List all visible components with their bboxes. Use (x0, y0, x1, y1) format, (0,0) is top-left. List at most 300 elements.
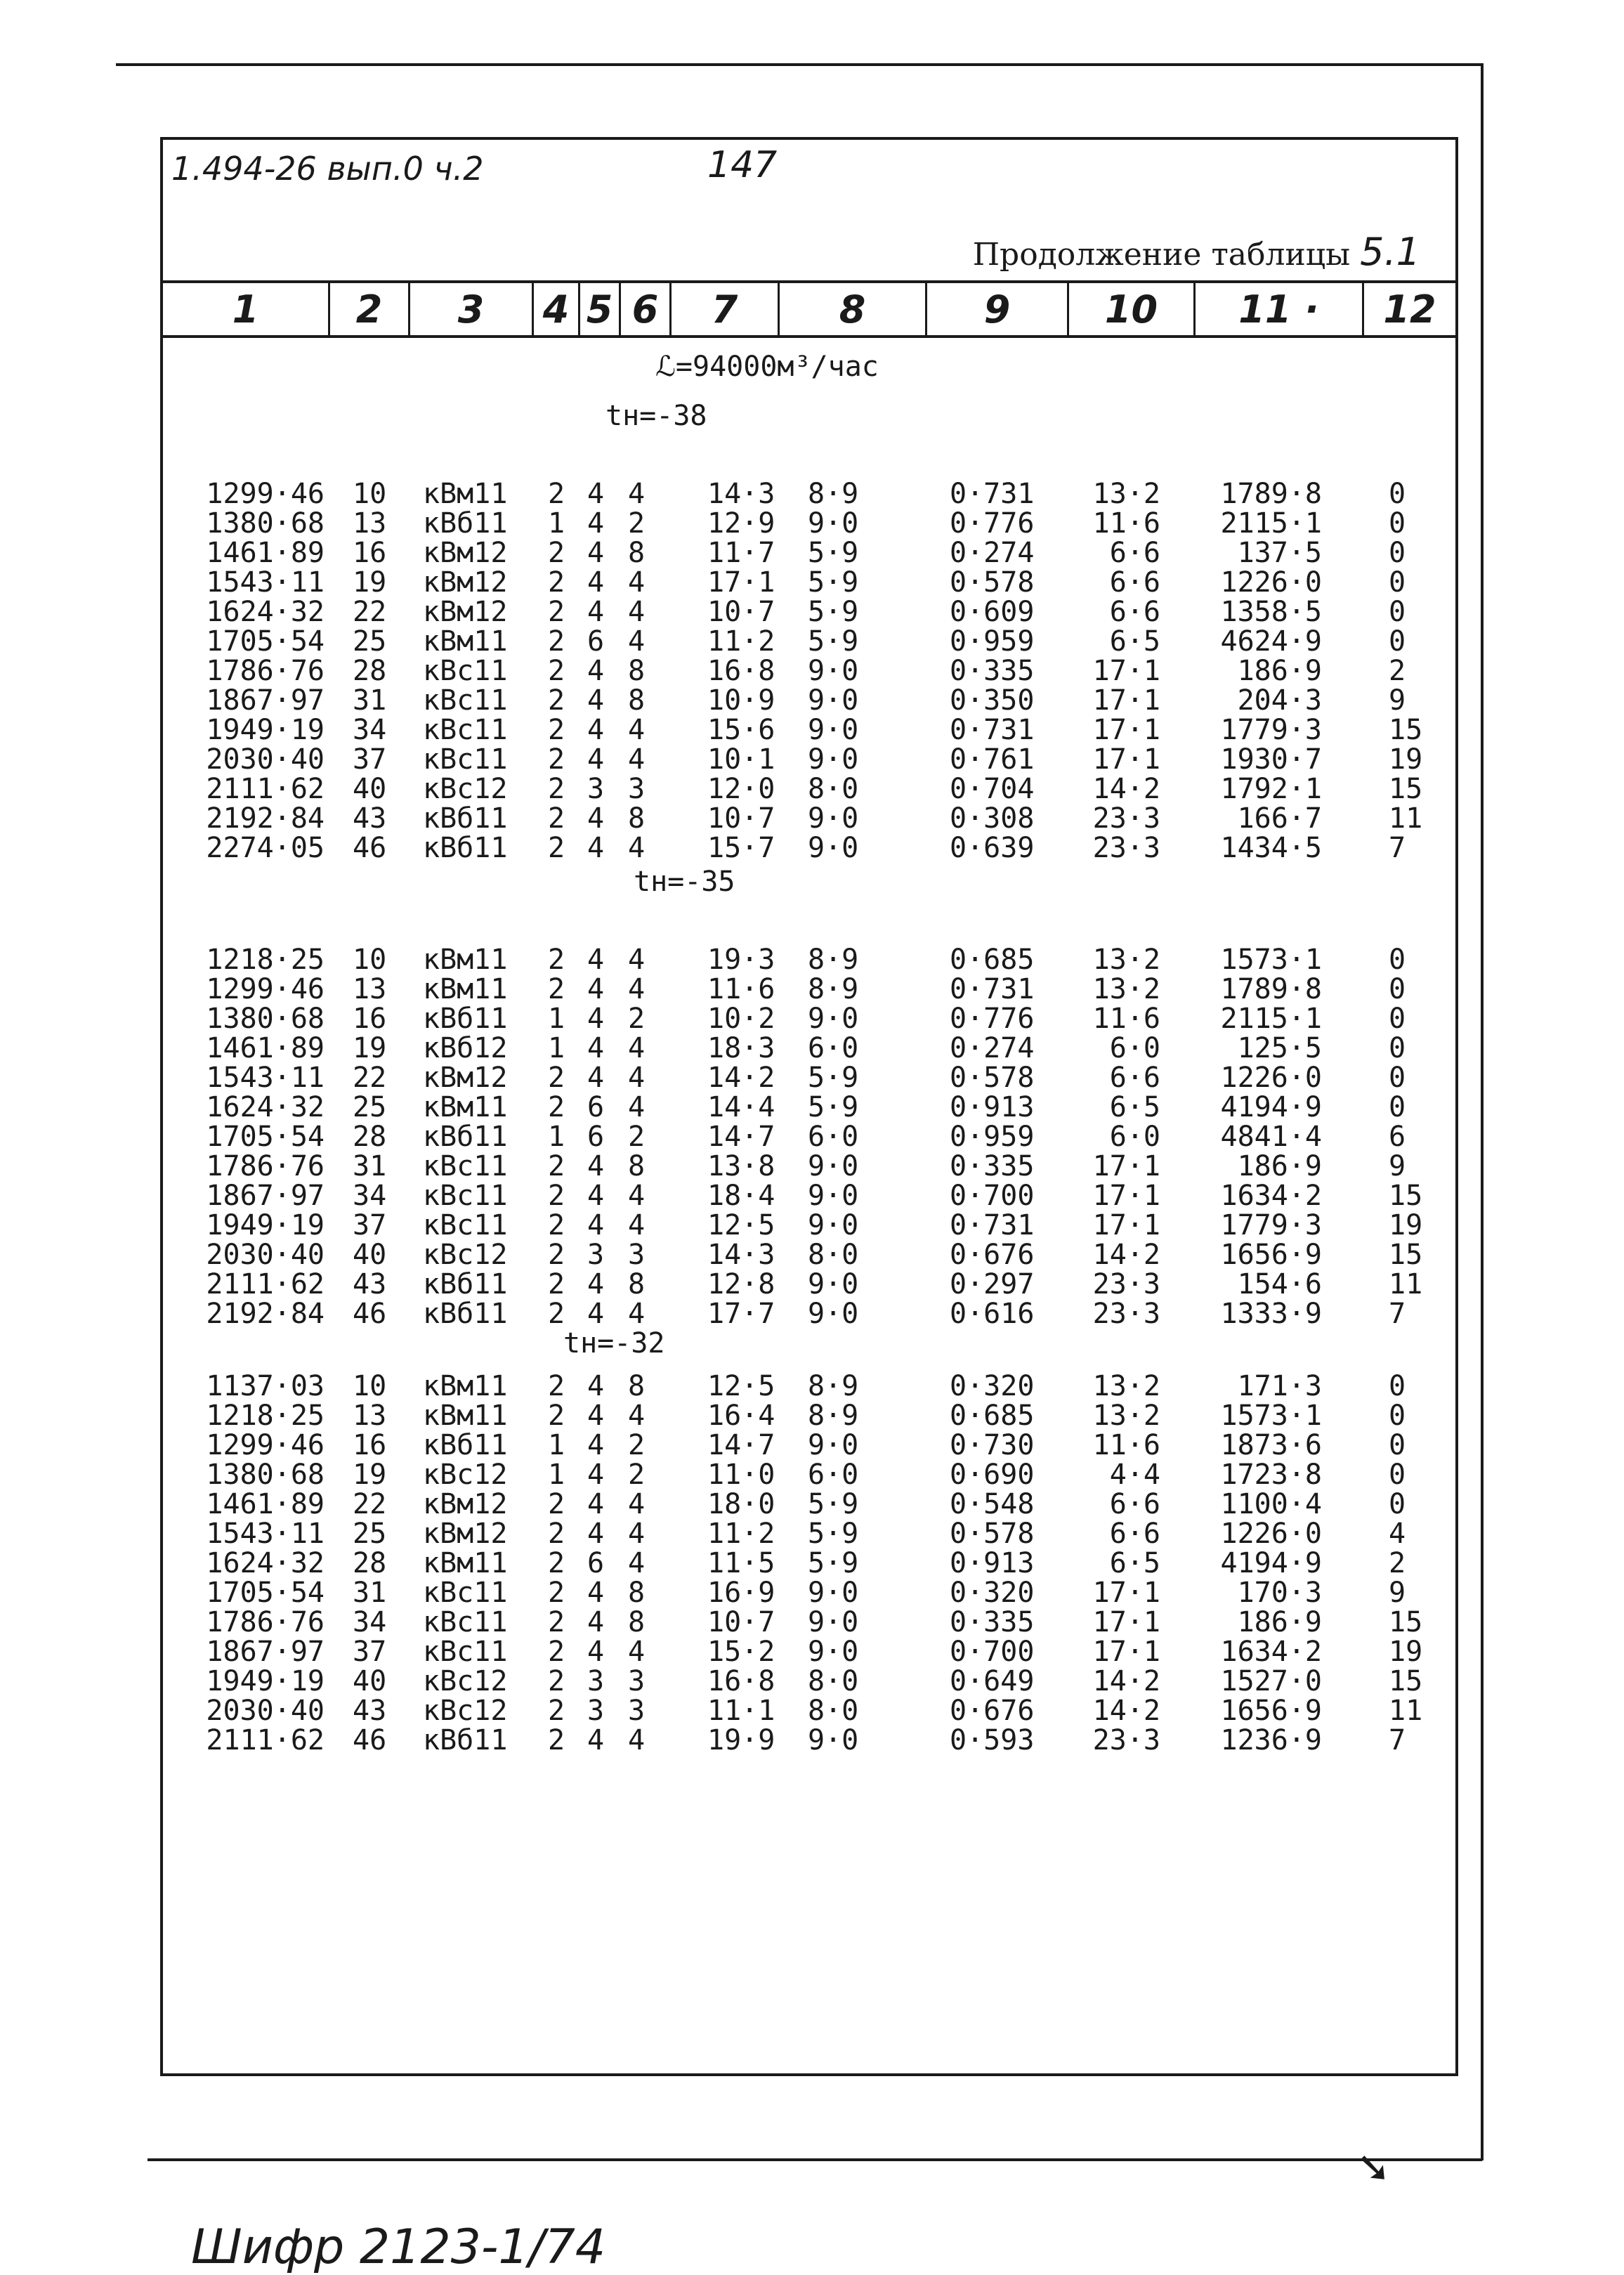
header-col-8: 8 (780, 283, 927, 335)
table-row (163, 597, 1455, 627)
cell-col-4: 1 (548, 1032, 565, 1064)
cell-col-4: 2 (548, 1724, 565, 1756)
table-row (163, 1578, 1455, 1608)
cell-col-10: 17·1 (1092, 743, 1160, 776)
cell-col-12: 0 (1389, 1370, 1406, 1402)
cell-col-10: 14·2 (1092, 773, 1160, 805)
cell-col-7: 11·2 (707, 1518, 775, 1550)
cell-col-6: 8 (628, 1606, 646, 1638)
table-row (163, 945, 1455, 974)
cell-col-9: 0·335 (950, 1606, 1035, 1638)
cell-col-8: 9·0 (808, 684, 859, 717)
cell-col-5: 4 (587, 478, 605, 510)
cell-col-8: 8·9 (808, 973, 859, 1005)
cell-col-10: 23·3 (1092, 1724, 1160, 1756)
cell-col-7: 10·2 (707, 1003, 775, 1035)
cell-col-1: 2111·62 (206, 1268, 325, 1301)
table-row (163, 1637, 1455, 1667)
cell-col-4: 1 (548, 1003, 565, 1035)
page-number: 147 (707, 144, 778, 186)
cell-col-7: 12·5 (707, 1209, 775, 1241)
cell-col-6: 4 (628, 1636, 646, 1668)
cell-col-3: кВб12 (423, 1032, 508, 1064)
cell-col-9: 0·700 (950, 1636, 1035, 1668)
cell-col-11: 1779·3 (1220, 714, 1322, 746)
cell-col-9: 0·676 (950, 1239, 1035, 1271)
cell-col-3: кВс11 (423, 743, 508, 776)
cell-col-5: 4 (587, 1636, 605, 1668)
cell-col-12: 11 (1389, 1695, 1423, 1727)
cell-col-9: 0·578 (950, 1062, 1035, 1094)
cell-col-12: 0 (1389, 537, 1406, 569)
cell-col-10: 14·2 (1092, 1239, 1160, 1271)
cell-col-5: 4 (587, 1003, 605, 1035)
cell-col-3: кВм11 (423, 478, 508, 510)
cell-col-8: 9·0 (808, 1724, 859, 1756)
cell-col-1: 2111·62 (206, 1724, 325, 1756)
table-row (163, 1004, 1455, 1034)
cell-col-1: 1380·68 (206, 1003, 325, 1035)
cell-col-2: 46 (353, 832, 387, 864)
cell-col-10: 11·6 (1092, 507, 1160, 540)
cell-col-4: 2 (548, 1547, 565, 1579)
cell-col-3: кВс12 (423, 773, 508, 805)
table-row (163, 568, 1455, 597)
header-col-12: 12 (1383, 287, 1436, 332)
cell-col-7: 10·7 (707, 1606, 775, 1638)
cell-col-6: 4 (628, 1298, 646, 1330)
cell-col-1: 1949·19 (206, 1665, 325, 1697)
cell-col-11: 4841·4 (1220, 1121, 1322, 1153)
cell-col-11: 4194·9 (1220, 1547, 1322, 1579)
cell-col-7: 18·0 (707, 1488, 775, 1520)
cell-col-1: 1705·54 (206, 625, 325, 658)
cell-col-12: 7 (1389, 1724, 1406, 1756)
cell-col-3: кВб11 (423, 1724, 508, 1756)
cell-col-2: 37 (353, 743, 387, 776)
bottom-rule (148, 2158, 1482, 2161)
cell-col-3: кВм11 (423, 973, 508, 1005)
cell-col-3: кВб11 (423, 1121, 508, 1153)
cell-col-2: 46 (353, 1724, 387, 1756)
cell-col-3: кВс12 (423, 1239, 508, 1271)
table-row (163, 509, 1455, 538)
cell-col-3: кВм12 (423, 1518, 508, 1550)
table-row (163, 1549, 1455, 1578)
cell-col-6: 4 (628, 1488, 646, 1520)
cell-col-7: 12·0 (707, 773, 775, 805)
cell-col-7: 10·7 (707, 802, 775, 835)
header-col-10: 10 (1069, 283, 1196, 335)
cell-col-12: 19 (1389, 1636, 1423, 1668)
cell-col-10: 6·5 (1109, 1547, 1160, 1579)
cell-col-5: 3 (587, 1695, 605, 1727)
cell-col-4: 2 (548, 802, 565, 835)
cell-col-1: 1867·97 (206, 1180, 325, 1212)
table-row (163, 1152, 1455, 1181)
cell-col-10: 17·1 (1092, 714, 1160, 746)
cell-col-12: 4 (1389, 1518, 1406, 1550)
header-col-7: 7 (672, 283, 780, 335)
cell-col-7: 15·2 (707, 1636, 775, 1668)
cell-col-2: 10 (353, 1370, 387, 1402)
cell-col-5: 6 (587, 1091, 605, 1123)
cell-col-8: 8·0 (808, 1695, 859, 1727)
cell-col-12: 19 (1389, 743, 1423, 776)
cell-col-8: 5·9 (808, 1062, 859, 1094)
cell-col-2: 13 (353, 973, 387, 1005)
cell-col-8: 8·0 (808, 773, 859, 805)
cell-col-5: 6 (587, 1547, 605, 1579)
cell-col-7: 17·7 (707, 1298, 775, 1330)
cell-col-9: 0·730 (950, 1429, 1035, 1461)
cell-col-9: 0·335 (950, 655, 1035, 687)
cell-col-6: 8 (628, 1150, 646, 1182)
cell-col-8: 8·9 (808, 1370, 859, 1402)
cell-col-2: 28 (353, 1121, 387, 1153)
cell-col-12: 11 (1389, 1268, 1423, 1301)
cell-col-10: 13·2 (1092, 1400, 1160, 1432)
cell-col-5: 4 (587, 1062, 605, 1094)
cell-col-6: 8 (628, 537, 646, 569)
cell-col-11: 1527·0 (1220, 1665, 1322, 1697)
cell-col-7: 14·2 (707, 1062, 775, 1094)
header-col-2: 2 (330, 283, 410, 335)
cell-col-10: 11·6 (1092, 1003, 1160, 1035)
cell-col-2: 22 (353, 1488, 387, 1520)
cell-col-5: 4 (587, 1209, 605, 1241)
cell-col-4: 2 (548, 1400, 565, 1432)
cell-col-10: 14·2 (1092, 1695, 1160, 1727)
cell-col-11: 4194·9 (1220, 1091, 1322, 1123)
cell-col-8: 5·9 (808, 625, 859, 658)
cell-col-1: 2111·62 (206, 773, 325, 805)
cell-col-10: 17·1 (1092, 1180, 1160, 1212)
cell-col-8: 9·0 (808, 1577, 859, 1609)
cell-col-2: 19 (353, 566, 387, 599)
cell-col-4: 1 (548, 1429, 565, 1461)
cell-col-5: 4 (587, 1032, 605, 1064)
top-note: 1.494-26 вып.0 ч.2 (171, 150, 484, 188)
cell-col-9: 0·676 (950, 1695, 1035, 1727)
cell-col-3: кВм11 (423, 944, 508, 976)
cell-col-5: 4 (587, 596, 605, 628)
cell-col-7: 12·5 (707, 1370, 775, 1402)
cell-col-4: 2 (548, 1370, 565, 1402)
cell-col-2: 31 (353, 1577, 387, 1609)
cell-col-2: 31 (353, 1150, 387, 1182)
cell-col-7: 11·5 (707, 1547, 775, 1579)
cell-col-1: 1867·97 (206, 684, 325, 717)
cell-col-11: 170·3 (1237, 1577, 1322, 1609)
cell-col-6: 4 (628, 973, 646, 1005)
table-row (163, 833, 1455, 863)
cell-col-9: 0·593 (950, 1724, 1035, 1756)
cell-col-7: 14·7 (707, 1429, 775, 1461)
cell-col-6: 8 (628, 1577, 646, 1609)
top-rule (116, 63, 1482, 66)
cell-col-6: 4 (628, 714, 646, 746)
cell-col-10: 23·3 (1092, 832, 1160, 864)
cell-col-7: 11·2 (707, 625, 775, 658)
cell-col-2: 46 (353, 1298, 387, 1330)
cell-col-11: 1789·8 (1220, 478, 1322, 510)
cell-col-4: 1 (548, 1459, 565, 1491)
cell-col-8: 5·9 (808, 596, 859, 628)
cell-col-2: 37 (353, 1209, 387, 1241)
cell-col-8: 5·9 (808, 537, 859, 569)
cell-col-11: 154·6 (1237, 1268, 1322, 1301)
cell-col-9: 0·776 (950, 1003, 1035, 1035)
cell-col-12: 9 (1389, 1150, 1406, 1182)
cell-col-5: 4 (587, 1488, 605, 1520)
cell-col-3: кВб11 (423, 507, 508, 540)
cell-col-7: 19·3 (707, 944, 775, 976)
cell-col-4: 2 (548, 1577, 565, 1609)
cell-col-7: 14·3 (707, 1239, 775, 1271)
cell-col-5: 4 (587, 655, 605, 687)
cell-col-7: 16·9 (707, 1577, 775, 1609)
cell-col-3: кВс12 (423, 1695, 508, 1727)
cell-col-3: кВб11 (423, 1298, 508, 1330)
table-row (163, 627, 1455, 656)
cell-col-6: 4 (628, 1091, 646, 1123)
cell-col-5: 4 (587, 802, 605, 835)
cell-col-2: 16 (353, 1003, 387, 1035)
cell-col-7: 17·1 (707, 566, 775, 599)
cell-col-6: 8 (628, 655, 646, 687)
cell-col-12: 15 (1389, 773, 1423, 805)
cell-col-1: 2192·84 (206, 802, 325, 835)
cell-col-2: 43 (353, 1695, 387, 1727)
cell-col-7: 18·4 (707, 1180, 775, 1212)
cell-col-8: 9·0 (808, 1003, 859, 1035)
cell-col-12: 0 (1389, 1429, 1406, 1461)
cell-col-9: 0·297 (950, 1268, 1035, 1301)
cell-col-7: 15·6 (707, 714, 775, 746)
cell-col-2: 28 (353, 655, 387, 687)
table-row (163, 1460, 1455, 1489)
cell-col-1: 1786·76 (206, 1606, 325, 1638)
cell-col-7: 11·7 (707, 537, 775, 569)
cell-col-2: 19 (353, 1459, 387, 1491)
cell-col-2: 40 (353, 1239, 387, 1271)
cell-col-11: 1226·0 (1220, 566, 1322, 599)
cell-col-5: 3 (587, 1239, 605, 1271)
cell-col-1: 1218·25 (206, 1400, 325, 1432)
table-row (163, 1122, 1455, 1152)
cell-col-10: 17·1 (1092, 1150, 1160, 1182)
cell-col-11: 1656·9 (1220, 1239, 1322, 1271)
cell-col-11: 1573·1 (1220, 1400, 1322, 1432)
cell-col-4: 2 (548, 1665, 565, 1697)
cell-col-3: кВм11 (423, 625, 508, 658)
cell-col-11: 1779·3 (1220, 1209, 1322, 1241)
cell-col-6: 4 (628, 1209, 646, 1241)
cell-col-2: 40 (353, 773, 387, 805)
cell-col-10: 6·5 (1109, 1091, 1160, 1123)
cell-col-10: 17·1 (1092, 1577, 1160, 1609)
document-frame (160, 137, 1458, 2275)
cell-col-3: кВм12 (423, 1062, 508, 1094)
header-col-5: 5 (580, 283, 621, 335)
cell-col-9: 0·685 (950, 944, 1035, 976)
cell-col-4: 2 (548, 1150, 565, 1182)
cell-col-2: 25 (353, 625, 387, 658)
cell-col-8: 8·0 (808, 1665, 859, 1697)
cell-col-2: 16 (353, 1429, 387, 1461)
table-row (163, 745, 1455, 774)
cell-col-6: 4 (628, 1724, 646, 1756)
cell-col-4: 2 (548, 1606, 565, 1638)
table-header (163, 280, 1455, 338)
cell-col-1: 1299·46 (206, 478, 325, 510)
cell-col-12: 15 (1389, 1606, 1423, 1638)
cell-col-4: 2 (548, 1062, 565, 1094)
cell-col-12: 6 (1389, 1121, 1406, 1153)
cell-col-11: 1100·4 (1220, 1488, 1322, 1520)
cell-col-2: 37 (353, 1636, 387, 1668)
cell-col-6: 4 (628, 1180, 646, 1212)
cell-col-4: 2 (548, 1695, 565, 1727)
cell-col-1: 1137·03 (206, 1370, 325, 1402)
cell-col-5: 3 (587, 773, 605, 805)
cell-col-9: 0·704 (950, 773, 1035, 805)
cell-col-5: 4 (587, 1606, 605, 1638)
cell-col-1: 2274·05 (206, 832, 325, 864)
cell-col-9: 0·308 (950, 802, 1035, 835)
cell-col-10: 23·3 (1092, 1298, 1160, 1330)
cell-col-4: 2 (548, 832, 565, 864)
cell-col-8: 9·0 (808, 1606, 859, 1638)
cell-col-12: 0 (1389, 596, 1406, 628)
cell-col-12: 9 (1389, 1577, 1406, 1609)
cell-col-12: 0 (1389, 1488, 1406, 1520)
cell-col-12: 0 (1389, 566, 1406, 599)
table-row (163, 538, 1455, 568)
cell-col-8: 9·0 (808, 1268, 859, 1301)
cell-col-11: 1333·9 (1220, 1298, 1322, 1330)
cell-col-10: 23·3 (1092, 1268, 1160, 1301)
cell-col-9: 0·959 (950, 1121, 1035, 1153)
cell-col-9: 0·274 (950, 537, 1035, 569)
cell-col-6: 8 (628, 1370, 646, 1402)
cell-col-6: 2 (628, 1121, 646, 1153)
cell-col-3: кВм11 (423, 1370, 508, 1402)
cell-col-8: 6·0 (808, 1121, 859, 1153)
cell-col-11: 186·9 (1237, 1150, 1322, 1182)
cell-col-12: 11 (1389, 802, 1423, 835)
cell-col-3: кВм11 (423, 1400, 508, 1432)
cell-col-6: 8 (628, 802, 646, 835)
cell-col-5: 4 (587, 1268, 605, 1301)
cell-col-5: 4 (587, 1298, 605, 1330)
cell-col-7: 14·3 (707, 478, 775, 510)
cell-col-12: 2 (1389, 1547, 1406, 1579)
cell-col-5: 4 (587, 1180, 605, 1212)
cell-col-10: 6·0 (1109, 1032, 1160, 1064)
cell-col-6: 4 (628, 478, 646, 510)
cell-col-1: 1949·19 (206, 714, 325, 746)
cell-col-2: 31 (353, 684, 387, 717)
table-row (163, 686, 1455, 715)
cell-col-5: 4 (587, 1429, 605, 1461)
cell-col-10: 13·2 (1092, 944, 1160, 976)
cell-col-11: 204·3 (1237, 684, 1322, 717)
cipher-signature: Шифр 2123-1/74 (191, 2219, 606, 2275)
cell-col-4: 2 (548, 478, 565, 510)
cell-col-3: кВб11 (423, 802, 508, 835)
cell-col-3: кВм12 (423, 1488, 508, 1520)
cell-col-4: 2 (548, 743, 565, 776)
cell-col-9: 0·731 (950, 478, 1035, 510)
cell-col-9: 0·776 (950, 507, 1035, 540)
cell-col-4: 2 (548, 537, 565, 569)
cell-col-3: кВс11 (423, 714, 508, 746)
cell-col-3: кВс12 (423, 1665, 508, 1697)
cell-col-5: 4 (587, 684, 605, 717)
cell-col-8: 9·0 (808, 714, 859, 746)
cell-col-10: 4·4 (1109, 1459, 1160, 1491)
cell-col-9: 0·639 (950, 832, 1035, 864)
cell-col-3: кВс11 (423, 655, 508, 687)
cell-col-8: 5·9 (808, 1488, 859, 1520)
cell-col-2: 34 (353, 1606, 387, 1638)
cell-col-2: 19 (353, 1032, 387, 1064)
table-row (163, 774, 1455, 804)
cell-col-3: кВм12 (423, 566, 508, 599)
cell-col-7: 18·3 (707, 1032, 775, 1064)
cell-col-12: 0 (1389, 1032, 1406, 1064)
cell-col-8: 8·9 (808, 944, 859, 976)
cell-col-3: кВб11 (423, 1003, 508, 1035)
cell-col-4: 2 (548, 1518, 565, 1550)
cell-col-1: 1786·76 (206, 1150, 325, 1182)
cell-col-12: 0 (1389, 507, 1406, 540)
cell-col-5: 4 (587, 537, 605, 569)
air-flow-formula: ℒ=94000м³/час (655, 351, 879, 383)
cell-col-12: 7 (1389, 832, 1406, 864)
cell-col-8: 8·9 (808, 478, 859, 510)
cell-col-10: 6·6 (1109, 1062, 1160, 1094)
cell-col-6: 8 (628, 684, 646, 717)
cell-col-11: 186·9 (1237, 655, 1322, 687)
cell-col-10: 6·6 (1109, 566, 1160, 599)
table-row (163, 1299, 1455, 1329)
cell-col-12: 0 (1389, 1459, 1406, 1491)
cell-col-5: 4 (587, 1577, 605, 1609)
cell-col-1: 1461·89 (206, 1032, 325, 1064)
cell-col-8: 9·0 (808, 1209, 859, 1241)
cell-col-11: 1634·2 (1220, 1180, 1322, 1212)
cell-col-11: 1434·5 (1220, 832, 1322, 864)
cell-col-12: 0 (1389, 1003, 1406, 1035)
cell-col-2: 22 (353, 596, 387, 628)
cell-col-9: 0·731 (950, 714, 1035, 746)
table-row (163, 1181, 1455, 1211)
cell-col-12: 0 (1389, 1062, 1406, 1094)
cell-col-3: кВм12 (423, 596, 508, 628)
table-row (163, 1489, 1455, 1519)
cell-col-9: 0·731 (950, 1209, 1035, 1241)
cell-col-2: 34 (353, 1180, 387, 1212)
cell-col-4: 2 (548, 944, 565, 976)
cell-col-8: 9·0 (808, 1150, 859, 1182)
continuation-number: 5.1 (1360, 230, 1420, 274)
cell-col-1: 1299·46 (206, 1429, 325, 1461)
cell-col-8: 9·0 (808, 1180, 859, 1212)
cell-col-8: 9·0 (808, 1298, 859, 1330)
